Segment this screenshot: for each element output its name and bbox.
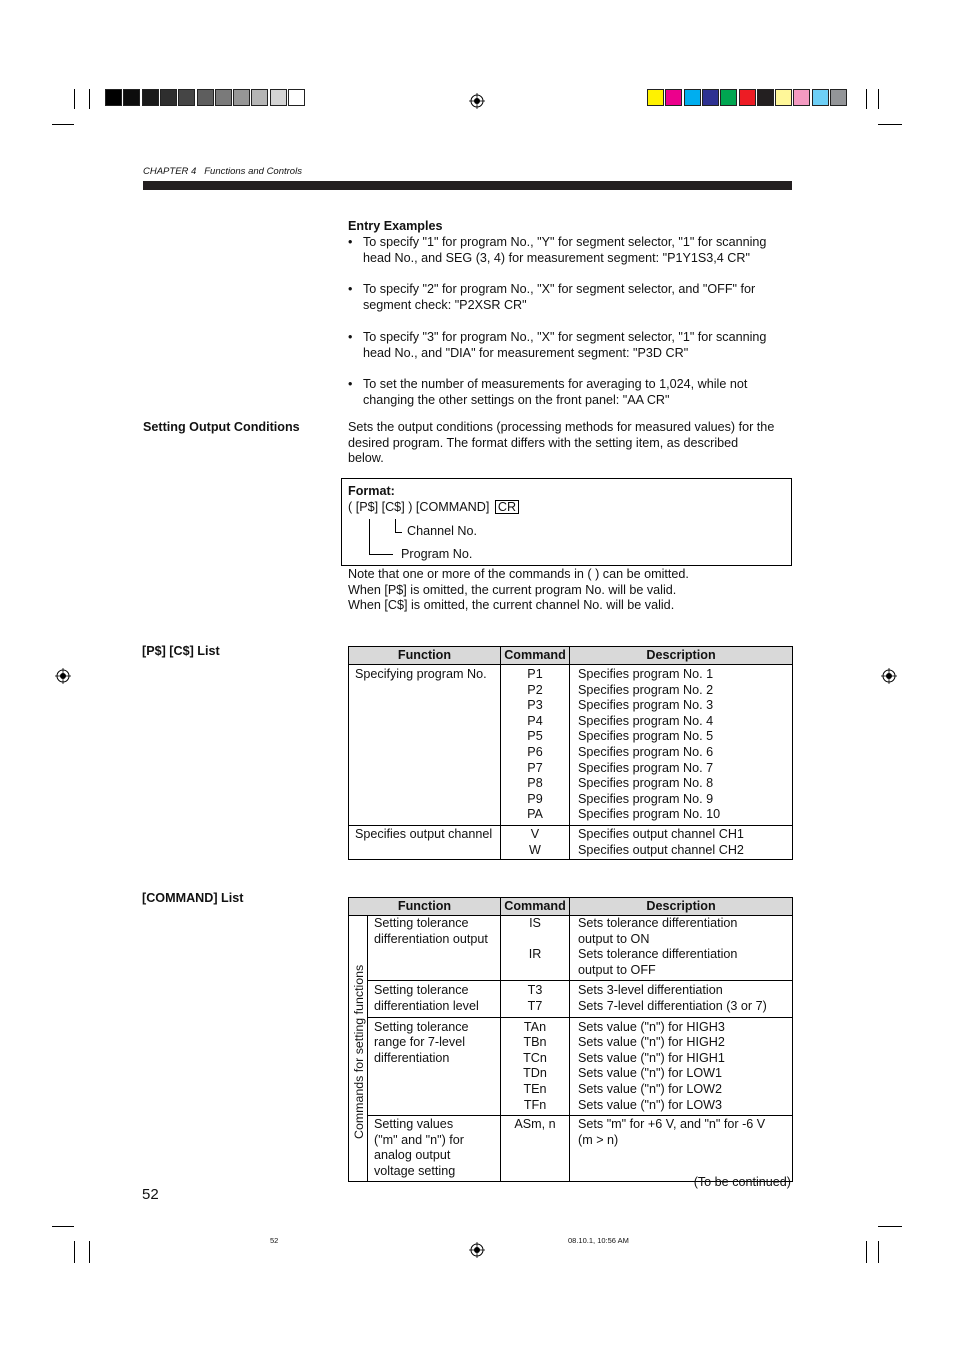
registration-mark-icon (469, 1242, 485, 1258)
color-swatch (647, 89, 664, 106)
color-swatch (215, 89, 232, 106)
color-swatch (251, 89, 268, 106)
ps-list-table (348, 646, 793, 860)
section-label: Functions and Controls (204, 166, 302, 177)
description-cell: Sets 3-level differentiation Sets 7-level differentiation (3 or 7) (570, 981, 793, 1017)
format-syntax: ( [P$] [C$] ) [COMMAND] CR (348, 500, 519, 516)
color-swatch (739, 89, 756, 106)
column-header: Command (501, 647, 570, 665)
footer-page-ref: 52 (270, 1236, 279, 1245)
bracket-line (369, 519, 370, 554)
function-cell: Setting values ("m" and "n") for analog output voltage setting (368, 1116, 501, 1181)
registration-mark-icon (469, 93, 485, 109)
color-swatch (812, 89, 829, 106)
color-swatch (830, 89, 847, 106)
table-row (349, 981, 793, 1017)
command-cell: TAn TBn TCn TDn TEn TFn (501, 1017, 570, 1116)
color-swatch (757, 89, 774, 106)
table-row (349, 825, 793, 859)
function-cell: Setting tolerance differentiation output (368, 916, 501, 981)
command-list-table (348, 897, 793, 1182)
header-rule (143, 181, 792, 190)
list-item: • To specify "1" for program No., "Y" for segment selector, "1" for scanning head No., and SEG (3, 4) for measurement segment: "P1Y1S3,4 CR" (348, 235, 793, 266)
side-label-cell (349, 916, 368, 1182)
table-row (349, 1116, 793, 1181)
table-row (349, 916, 793, 981)
color-swatch (288, 89, 305, 106)
format-box (341, 478, 792, 566)
list-item: • To set the number of measurements for averaging to 1,024, while not changing the other settings on the front panel: "AA CR" (348, 377, 793, 408)
bracket-line (369, 554, 393, 555)
color-swatch (684, 89, 701, 106)
function-cell: Specifies output channel (349, 825, 501, 859)
color-swatch (793, 89, 810, 106)
continued-note: (To be continued) (693, 1175, 791, 1189)
bracket-line (395, 532, 402, 533)
description-cell: Sets "m" for +6 V, and "n" for -6 V (m > n) (570, 1116, 793, 1181)
color-swatch (123, 89, 140, 106)
column-header: Command (501, 898, 570, 916)
ps-list-label: [P$] [C$] List (142, 644, 220, 658)
color-swatch (105, 89, 122, 106)
color-swatch (702, 89, 719, 106)
color-swatch (665, 89, 682, 106)
command-cell: T3 T7 (501, 981, 570, 1017)
column-header: Description (570, 647, 793, 665)
list-item: • To specify "2" for program No., "X" for segment selector, and "OFF" for segment check: "P2XSR CR" (348, 282, 793, 313)
color-swatch (233, 89, 250, 106)
entry-examples-heading: Entry Examples (348, 219, 443, 233)
list-item: • To specify "3" for program No., "X" for segment selector, "1" for scanning head No., and "DIA" for measurement segment: "P3D CR" (348, 330, 793, 361)
footer-timestamp: 08.10.1, 10:56 AM (568, 1236, 629, 1245)
table-row (349, 665, 793, 826)
command-cell: ASm, n (501, 1116, 570, 1181)
bracket-line (395, 519, 396, 532)
command-list-label: [COMMAND] List (142, 891, 244, 905)
description-cell: Specifies program No. 1 Specifies program No. 2 Specifies program No. 3 Specifies program No. 4 Specifies program No. 5 Specifies program No. 6 Specifies program No. 7 Specifies program No. 8 Specifies program No. 9 Specifies program No. 10 (570, 665, 793, 826)
color-swatch (720, 89, 737, 106)
function-cell: Specifying program No. (349, 665, 501, 826)
column-header: Function (349, 898, 501, 916)
entry-examples-list (348, 235, 793, 425)
cr-key: CR (495, 500, 519, 514)
color-swatch (775, 89, 792, 106)
running-header (143, 166, 302, 177)
color-swatch (160, 89, 177, 106)
function-cell: Setting tolerance range for 7-level differentiation (368, 1017, 501, 1116)
description-cell: Sets tolerance differentiation output to ON Sets tolerance differentiation output to OFF (570, 916, 793, 981)
color-swatch (197, 89, 214, 106)
channel-no-label: Channel No. (407, 524, 478, 538)
column-header: Description (570, 898, 793, 916)
table-row (349, 1017, 793, 1116)
registration-mark-icon (881, 668, 897, 684)
description-cell: Sets value ("n") for HIGH3 Sets value ("n") for HIGH2 Sets value ("n") for HIGH1 Sets value ("n") for LOW1 Sets value ("n") for LOW2 Sets value ("n") for LOW3 (570, 1017, 793, 1116)
function-cell: Setting tolerance differentiation level (368, 981, 501, 1017)
format-title: Format: (348, 484, 395, 498)
description-cell: Specifies output channel CH1 Specifies output channel CH2 (570, 825, 793, 859)
command-cell: IS IR (501, 916, 570, 981)
color-swatch (270, 89, 287, 106)
setting-output-label: Setting Output Conditions (143, 420, 300, 434)
chapter-label: CHAPTER 4 (143, 166, 197, 177)
setting-output-text: Sets the output conditions (processing methods for measured values) for the desired program. The format differs with the setting item, as described below. (348, 420, 775, 466)
column-header: Function (349, 647, 501, 665)
command-cell: V W (501, 825, 570, 859)
color-swatch (142, 89, 159, 106)
registration-mark-icon (55, 668, 71, 684)
program-no-label: Program No. (401, 547, 473, 561)
command-cell: P1 P2 P3 P4 P5 P6 P7 P8 P9 PA (501, 665, 570, 826)
format-notes: Note that one or more of the commands in ( ) can be omitted. When [P$] is omitted, the current program No. will be valid. When [C$] is omitted, the current channel No. will be valid. (348, 567, 689, 613)
page-number: 52 (142, 1186, 159, 1203)
side-label: Commands for setting functions (352, 964, 366, 1139)
color-swatch (178, 89, 195, 106)
